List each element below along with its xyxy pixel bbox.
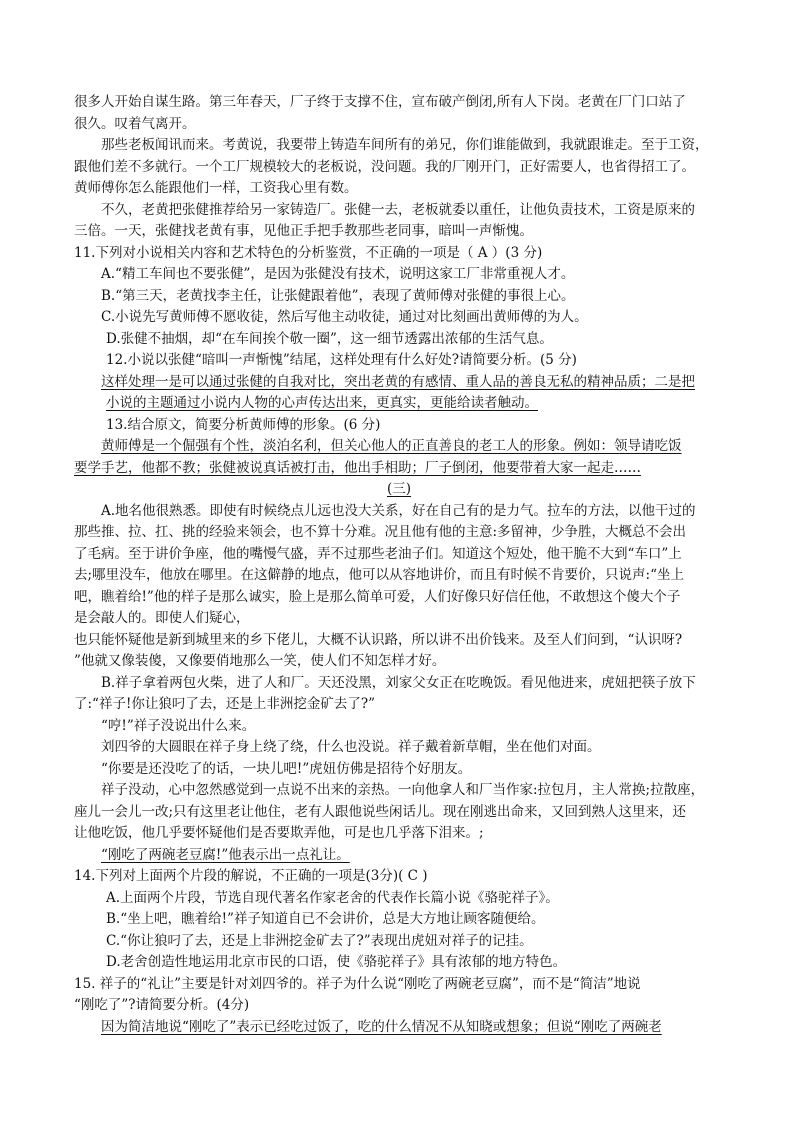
text-line: C.小说先写黄师傅不愿收徒，然后写他主动收徒，通过对比刻画出黄师傅的为人。 bbox=[101, 309, 588, 325]
text-line: 刘四爷的大圆眼在祥子身上绕了绕，什么也没说。祥子戴着新草帽，坐在他们对面。 bbox=[101, 739, 601, 755]
text-line: 很久。叹着气离开。 bbox=[74, 115, 196, 132]
text-line: 15. 祥子的“礼让”主要是针对刘四爷的。祥子为什么说“刚吃了两碗老豆腐”，而不是“简洁”地说 bbox=[74, 975, 641, 992]
text-line: A.地名他很熟悉。即使有时候绕点儿远也没大关系，好在自己有的是力气。拉车的方法，以他干过的 bbox=[101, 502, 696, 519]
text-line: D.张健不抽烟，却“在车间挨个敬一圈”，这一细节透露出浓郁的生活气息。 bbox=[106, 330, 553, 347]
text-line: 小说的主题通过小说内人物的心声传达出来，更真实，更能给读者触动。 bbox=[106, 395, 538, 411]
text-line: 座儿一会儿一改;只有这里老让他住，老有人跟他说些闲话儿。现在刚逃出命来，又回到熟人这里来，还 bbox=[74, 803, 687, 820]
text-line: 黄师傅你怎么能跟他们一样，工资我心里有数。 bbox=[74, 180, 358, 196]
text-line: 去;哪里没车，他放在哪里。在这僻静的地点，他可以从容地讲价，而且有时候不肯要价，只说声:“坐上 bbox=[74, 567, 684, 583]
text-line: 三倍。一天，张健找老黄有事，见他正手把手教那些老同事，暗叫一声惭愧。 bbox=[74, 223, 533, 239]
text-line: A.上面两个片段，节选自现代著名作家老舍的代表作长篇小说《骆驼祥子》。 bbox=[106, 889, 559, 906]
text-line: 要学手艺，他都不教；张健被说真话被打击，他出手相助；厂子倒闭，他要带着大家一起走…… bbox=[74, 459, 641, 476]
text-line: “你要是还没吃了的话，一块儿吧!”虎妞仿佛是招待个好朋友。 bbox=[101, 760, 472, 777]
text-line: 了毛病。至于讲价争座，他的嘴慢气盛，弄不过那些老油子们。知道这个短处，他干脆不大到“车口”上 bbox=[74, 545, 682, 562]
text-line: B.“第三天，老黄找李主任，让张健跟着他”，表现了黄师傅对张健的事很上心。 bbox=[101, 287, 575, 304]
text-line: D.老舍创造性地运用北京市民的口语，使《骆驼祥子》具有浓郁的地方特色。 bbox=[106, 954, 567, 970]
text-line: 那些老板闻讯而来。考黄说，我要带上铸造车间所有的弟兄，你们谁能做到，我就跟谁走。至于工资， bbox=[101, 137, 709, 153]
text-line: 很多人开始自谋生路。第三年春天，厂子终于支撑不住，宣布破产倒闭,所有人下岗。老黄在厂门口站了 bbox=[74, 94, 686, 110]
text-line: 了:“祥子!你让狼叼了去，还是上非洲挖金矿去了?” bbox=[74, 696, 376, 712]
text-line: B.“坐上吧，瞧着给!”祥子知道自已不会讲价，总是大方地让顾客随便给。 bbox=[106, 911, 545, 927]
text-line: C.“你让狼叼了去，还是上非洲挖金矿去了?”表现出虎妞对祥子的记挂。 bbox=[106, 932, 533, 949]
text-line: ”他就又像装傻，又像要俏地那么一笑，使人们不知怎样才好。 bbox=[74, 653, 446, 669]
text-line: A.“精工车间也不要张健”，是因为张健没有技术，说明这家工厂非常重视人才。 bbox=[101, 266, 575, 282]
text-line: 祥子没动，心中忽然感觉到一点说不出来的亲热。一向他拿人和厂当作家:拉包月，主人常换;拉散座， bbox=[101, 782, 705, 798]
text-line: “哼!”祥子没说出什么来。 bbox=[101, 717, 256, 734]
text-line: B.祥子拿着两包火柴，进了人和厂。天还没黑，刘家父女正在吃晚饭。看见他进来，虎妞把筷子放下 bbox=[101, 674, 696, 691]
text-line: “刚吃了”?请简要分析。(4分) bbox=[74, 997, 250, 1013]
text-line: 是会敲人的。即使人们疑心， bbox=[74, 610, 250, 626]
text-line: 11.下列对小说相关内容和艺术特色的分析鉴赏，不正确的一项是（ A ）(3 分) bbox=[74, 244, 543, 261]
text-line: 这样处理一是可以通过张健的自我对比，突出老黄的有感情、重人品的善良无私的精神品质；二是把 bbox=[101, 373, 695, 390]
text-line: 12.小说以张健“暗叫一声惭愧”结尾，这样处理有什么好处?请简要分析。(5 分) bbox=[106, 352, 577, 368]
text-line: 那些推、拉、扛、挑的经验来领会，也不算十分难。况且他有他的主意:多留神，少争胜，大概总不会出 bbox=[74, 524, 687, 540]
text-line: 13.结合原文，简要分析黄师傅的形象。(6 分) bbox=[106, 416, 381, 433]
text-line: (三) bbox=[386, 481, 412, 497]
text-line: 不久，老黄把张健推荐给另一家铸造厂。张健一去，老板就委以重任，让他负责技术，工资是原来的 bbox=[101, 201, 695, 218]
text-line: 也只能怀疑他是新到城里来的乡下佬儿，大概不认识路，所以讲不出价钱来。及至人们问到，“认识呀? bbox=[74, 631, 683, 648]
text-line: 黄师傅是一个倔强有个性，淡泊名利，但关心他人的正直善良的老工人的形象。例如：领导请吃饭 bbox=[101, 438, 682, 454]
text-line: 让他吃饭，他几乎要怀疑他们是否要欺弄他，可是也几乎落下泪来。; bbox=[74, 825, 484, 841]
text-line: 14.下列对上面两个片段的解说，不正确的一项是(3分)( C ) bbox=[74, 868, 428, 884]
text-line: “刚吃了两碗老豆腐!”他表示出一点礼让。 bbox=[101, 846, 350, 863]
text-line: 跟他们差不多就行。一个工厂规模较大的老板说，没问题。我的厂刚开门，正好需要人，也省得招工了。 bbox=[74, 158, 695, 175]
document-page bbox=[74, 92, 724, 1038]
text-line: 吧，瞧着给!”他的样子是那么诚实，脸上是那么简单可爱，人们好像只好信任他，不敢想这个傻大个子 bbox=[74, 588, 681, 605]
text-line: 因为简洁地说“刚吃了”表示已经吃过饭了，吃的什么情况不从知晓或想象；但说“刚吃了两碗老 bbox=[101, 1018, 662, 1035]
